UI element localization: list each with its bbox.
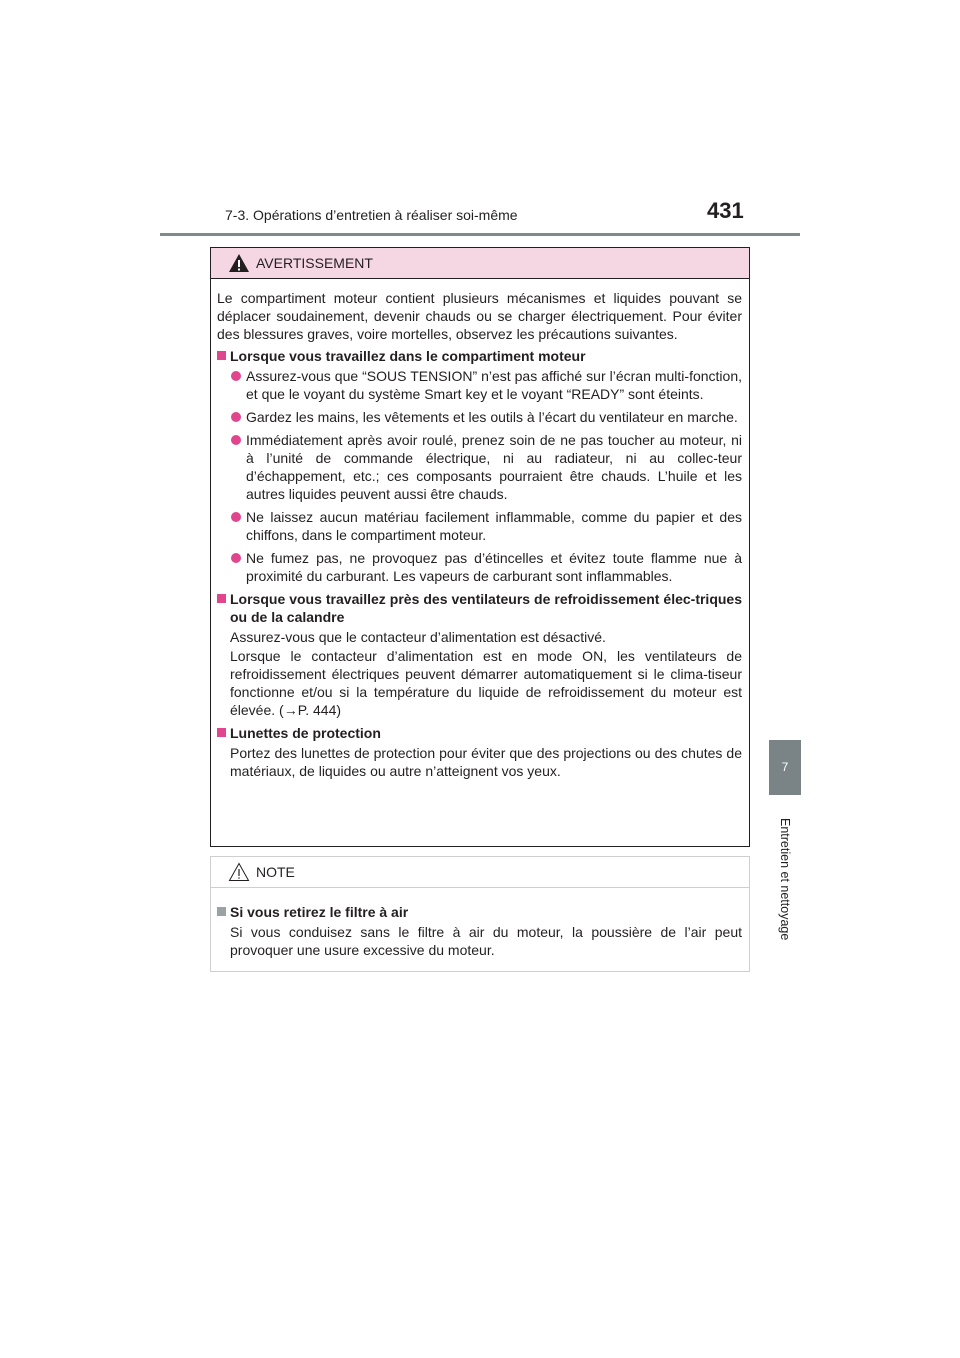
chapter-number: 7 [769, 740, 801, 795]
list-item-text: Ne fumez pas, ne provoquez pas d’étincelles et évitez toute flamme nue à proximité du carburant. Les vapeurs de carburant sont inflammables. [246, 550, 742, 584]
section-heading-air-filter [217, 903, 742, 921]
square-bullet-icon [217, 728, 226, 737]
round-bullet-icon [231, 371, 241, 381]
warning-box [210, 247, 750, 847]
chapter-label: Entretien et nettoyage [778, 817, 792, 941]
round-bullet-icon [231, 435, 241, 445]
header-rule [160, 233, 800, 236]
heading-text: Lorsque vous travaillez dans le compartiment moteur [230, 348, 586, 364]
warning-body [211, 279, 749, 780]
list-item [217, 549, 742, 585]
list-item [217, 508, 742, 544]
section-heading-protective-glasses [217, 724, 742, 742]
page-number: 431 [707, 198, 744, 223]
heading-text: Lorsque vous travaillez près des ventilateurs de refroidissement élec-triques ou de la calandre [230, 591, 742, 625]
list-item [217, 431, 742, 503]
round-bullet-icon [231, 512, 241, 522]
heading-text: Lunettes de protection [230, 725, 381, 741]
section-heading-cooling-fans [217, 590, 742, 626]
note-box [210, 856, 750, 972]
list-item-text: Gardez les mains, les vêtements et les outils à l’écart du ventilateur en marche. [246, 409, 738, 425]
section-heading-engine-compartment [217, 347, 742, 365]
note-body [211, 888, 749, 959]
warning-triangle-icon [228, 253, 250, 273]
list-item [217, 408, 742, 426]
heading-text: Si vous retirez le filtre à air [230, 904, 409, 920]
chapter-side-tab [769, 740, 801, 960]
page-header [160, 0, 800, 240]
paragraph: Si vous conduisez sans le filtre à air du moteur, la poussière de l’air peut provoquer une usure excessive du moteur. [230, 924, 742, 958]
square-bullet-icon [217, 907, 226, 916]
warning-title: AVERTISSEMENT [256, 255, 373, 271]
note-header [211, 857, 749, 888]
note-title: NOTE [256, 864, 295, 880]
paragraph: Portez des lunettes de protection pour éviter que des projections ou des chutes de matériaux, de liquides ou autre n’atteignent vos yeux. [230, 745, 742, 779]
list-item-text: Immédiatement après avoir roulé, prenez soin de ne pas toucher au moteur, ni à l’unité de commande électrique, ni au radiateur, ni au collec-teur d’échappement, etc.; ces composants pourraient être chauds. L’huile et les autres liquides peuvent aussi être chauds. [246, 432, 742, 502]
round-bullet-icon [231, 553, 241, 563]
square-bullet-icon [217, 594, 226, 603]
paragraph: Assurez-vous que le contacteur d’alimentation est désactivé. [230, 629, 606, 645]
list-item-text: Assurez-vous que “SOUS TENSION” n’est pas affiché sur l’écran multi-fonction, et que le voyant du système Smart key et le voyant “READY” sont éteints. [246, 368, 742, 402]
section-title: 7-3. Opérations d’entretien à réaliser soi-même [225, 207, 518, 223]
caution-triangle-outline-icon [228, 862, 250, 882]
list-item [217, 367, 742, 403]
round-bullet-icon [231, 412, 241, 422]
warning-intro: Le compartiment moteur contient plusieurs mécanismes et liquides pouvant se déplacer soudainement, devenir chauds ou se charger électriquement. Pour éviter des blessures graves, voire mortelles, observez les précautions suivantes. [217, 290, 742, 342]
square-bullet-icon [217, 351, 226, 360]
list-item-text: Ne laissez aucun matériau facilement inflammable, comme du papier et des chiffons, dans le compartiment moteur. [246, 509, 742, 543]
paragraph: Lorsque le contacteur d’alimentation est en mode ON, les ventilateurs de refroidissement électriques peuvent démarrer automatiquement si le clima-tiseur fonctionne et/ou si la température du liquide de refroidissement du moteur est élevée. (→P. 444) [230, 648, 742, 718]
warning-header [211, 248, 749, 279]
